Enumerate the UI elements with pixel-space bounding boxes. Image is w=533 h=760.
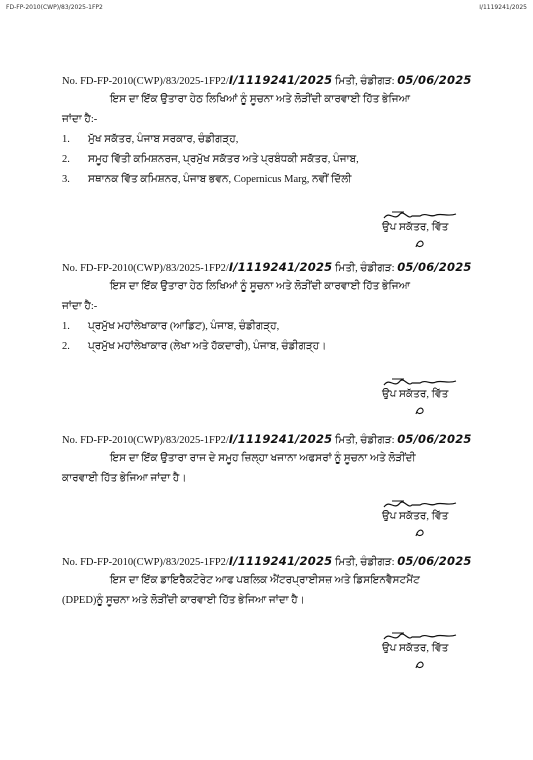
signature-block <box>382 208 482 258</box>
signature-block <box>382 497 482 547</box>
initial-mark <box>414 238 426 250</box>
reference-number: No. FD-FP-2010(CWP)/83/2025-1FP2/ <box>62 557 229 568</box>
list-number: 3. <box>62 174 70 185</box>
initial-mark <box>414 659 426 671</box>
body-text-line-1: ਇਸ ਦਾ ਇੱਕ ਉਤਾਰਾ ਹੇਠ ਲਿਖਿਆਂ ਨੂੰ ਸੂਚਨਾ ਅਤੇ ਲੋੜੀਂਦੀ ਕਾਰਵਾਈ ਹਿੱਤ ਭੇਜਿਆ <box>110 94 411 105</box>
handwritten-date: 05/06/2025 <box>397 554 472 568</box>
body-text-line-1: ਇਸ ਦਾ ਇੱਕ ਉਤਾਰਾ ਰਾਜ ਦੇ ਸਮੂਹ ਜ਼ਿਲ੍ਹਾ ਖਜਾਨਾ ਅਫਸਰਾਂ ਨੂੰ ਸੂਚਨਾ ਅਤੇ ਲੋੜੀਂਦੀ <box>110 453 416 464</box>
endorsement-block-4 <box>62 551 502 654</box>
handwritten-dispatch-number: I/1119241/2025 <box>228 73 333 87</box>
date-label: ਮਿਤੀ, ਚੰਡੀਗੜ: <box>334 435 395 446</box>
signatory-designation: ਉਪ ਸਕੱਤਰ, ਵਿੱਤ <box>382 222 449 233</box>
reference-line <box>62 257 502 277</box>
initial-mark <box>414 405 426 417</box>
signature-block <box>382 375 482 425</box>
reference-number: No. FD-FP-2010(CWP)/83/2025-1FP2/ <box>62 263 229 274</box>
date-label: ਮਿਤੀ, ਚੰਡੀਗੜ: <box>334 76 395 87</box>
list-text: ਪ੍ਰਮੁੱਖ ਮਹਾਂਲੇਖਾਕਾਰ (ਲੇਖਾ ਅਤੇ ਹੱਕਦਾਰੀ), ਪੰਜਾਬ, ਚੰਡੀਗੜ੍ਹ। <box>88 341 327 352</box>
handwritten-dispatch-number: I/1119241/2025 <box>228 432 333 446</box>
endorsement-block-3 <box>62 429 502 522</box>
endorsement-block-2 <box>62 257 502 400</box>
reference-line <box>62 70 502 90</box>
handwritten-date: 05/06/2025 <box>397 432 472 446</box>
date-label: ਮਿਤੀ, ਚੰਡੀਗੜ: <box>334 263 395 274</box>
list-item <box>62 150 502 170</box>
handwritten-date: 05/06/2025 <box>397 73 472 87</box>
signatory-designation: ਉਪ ਸਕੱਤਰ, ਵਿੱਤ <box>382 389 449 400</box>
list-item <box>62 130 502 150</box>
list-item <box>62 317 502 337</box>
initial-mark <box>414 527 426 539</box>
body-text-line-2: ਜਾਂਦਾ ਹੈ:- <box>62 114 98 125</box>
signatory-designation: ਉਪ ਸਕੱਤਰ, ਵਿੱਤ <box>382 643 449 654</box>
document-header-left: FD-FP-2010(CWP)/83/2025-1FP2 <box>6 4 103 11</box>
list-number: 1. <box>62 321 70 332</box>
document-header-right: I/1119241/2025 <box>479 4 527 11</box>
list-text: ਸਮੂਹ ਵਿੱਤੀ ਕਮਿਸ਼ਨਰਜ, ਪ੍ਰਮੁੱਖ ਸਕੱਤਰ ਅਤੇ ਪ੍ਰਬੰਧਕੀ ਸਕੱਤਰ, ਪੰਜਾਬ, <box>88 154 359 165</box>
list-item <box>62 337 502 357</box>
list-number: 2. <box>62 341 70 352</box>
list-number: 1. <box>62 134 70 145</box>
body-text-line-2: (DPED)ਨੂੰ ਸੂਚਨਾ ਅਤੇ ਲੋੜੀਂਦੀ ਕਾਰਵਾਈ ਹਿੱਤ ਭੇਜਿਆ ਜਾਂਦਾ ਹੈ। <box>62 595 305 606</box>
signatory-designation: ਉਪ ਸਕੱਤਰ, ਵਿੱਤ <box>382 511 449 522</box>
list-text: ਮੁੱਖ ਸਕੱਤਰ, ਪੰਜਾਬ ਸਰਕਾਰ, ਚੰਡੀਗੜ੍ਹ, <box>88 134 239 145</box>
reference-number: No. FD-FP-2010(CWP)/83/2025-1FP2/ <box>62 76 229 87</box>
list-number: 2. <box>62 154 70 165</box>
handwritten-dispatch-number: I/1119241/2025 <box>228 260 333 274</box>
handwritten-dispatch-number: I/1119241/2025 <box>228 554 333 568</box>
body-text-line-2: ਜਾਂਦਾ ਹੈ:- <box>62 301 98 312</box>
signature-block <box>382 629 482 679</box>
reference-number: No. FD-FP-2010(CWP)/83/2025-1FP2/ <box>62 435 229 446</box>
list-item <box>62 170 502 190</box>
handwritten-date: 05/06/2025 <box>397 260 472 274</box>
body-text-line-1: ਇਸ ਦਾ ਇੱਕ ਉਤਾਰਾ ਹੇਠ ਲਿਖਿਆਂ ਨੂੰ ਸੂਚਨਾ ਅਤੇ ਲੋੜੀਂਦੀ ਕਾਰਵਾਈ ਹਿੱਤ ਭੇਜਿਆ <box>110 281 411 292</box>
body-text-line-2: ਕਾਰਵਾਈ ਹਿੱਤ ਭੇਜਿਆ ਜਾਂਦਾ ਹੈ। <box>62 473 187 484</box>
body-text-line-1: ਇਸ ਦਾ ਇੱਕ ਡਾਇਰੈਕਟੋਰੇਟ ਆਫ ਪਬਲਿਕ ਐਂਟਰਪ੍ਰਾਈਸਜ਼ ਅਤੇ ਡਿਸਇਨਵੈਸਟਮੈਂਟ <box>110 575 420 586</box>
reference-line <box>62 429 502 449</box>
date-label: ਮਿਤੀ, ਚੰਡੀਗੜ: <box>334 557 395 568</box>
reference-line <box>62 551 502 571</box>
list-text: ਪ੍ਰਮੁੱਖ ਮਹਾਂਲੇਖਾਕਾਰ (ਆਡਿਟ), ਪੰਜਾਬ, ਚੰਡੀਗੜ੍ਹ, <box>88 321 280 332</box>
endorsement-block-1 <box>62 70 502 233</box>
list-text: ਸਥਾਨਕ ਵਿੱਤ ਕਮਿਸ਼ਨਰ, ਪੰਜਾਬ ਭਵਨ, Copernicus Marg, ਨਵੀਂ ਦਿੱਲੀ <box>88 174 352 185</box>
